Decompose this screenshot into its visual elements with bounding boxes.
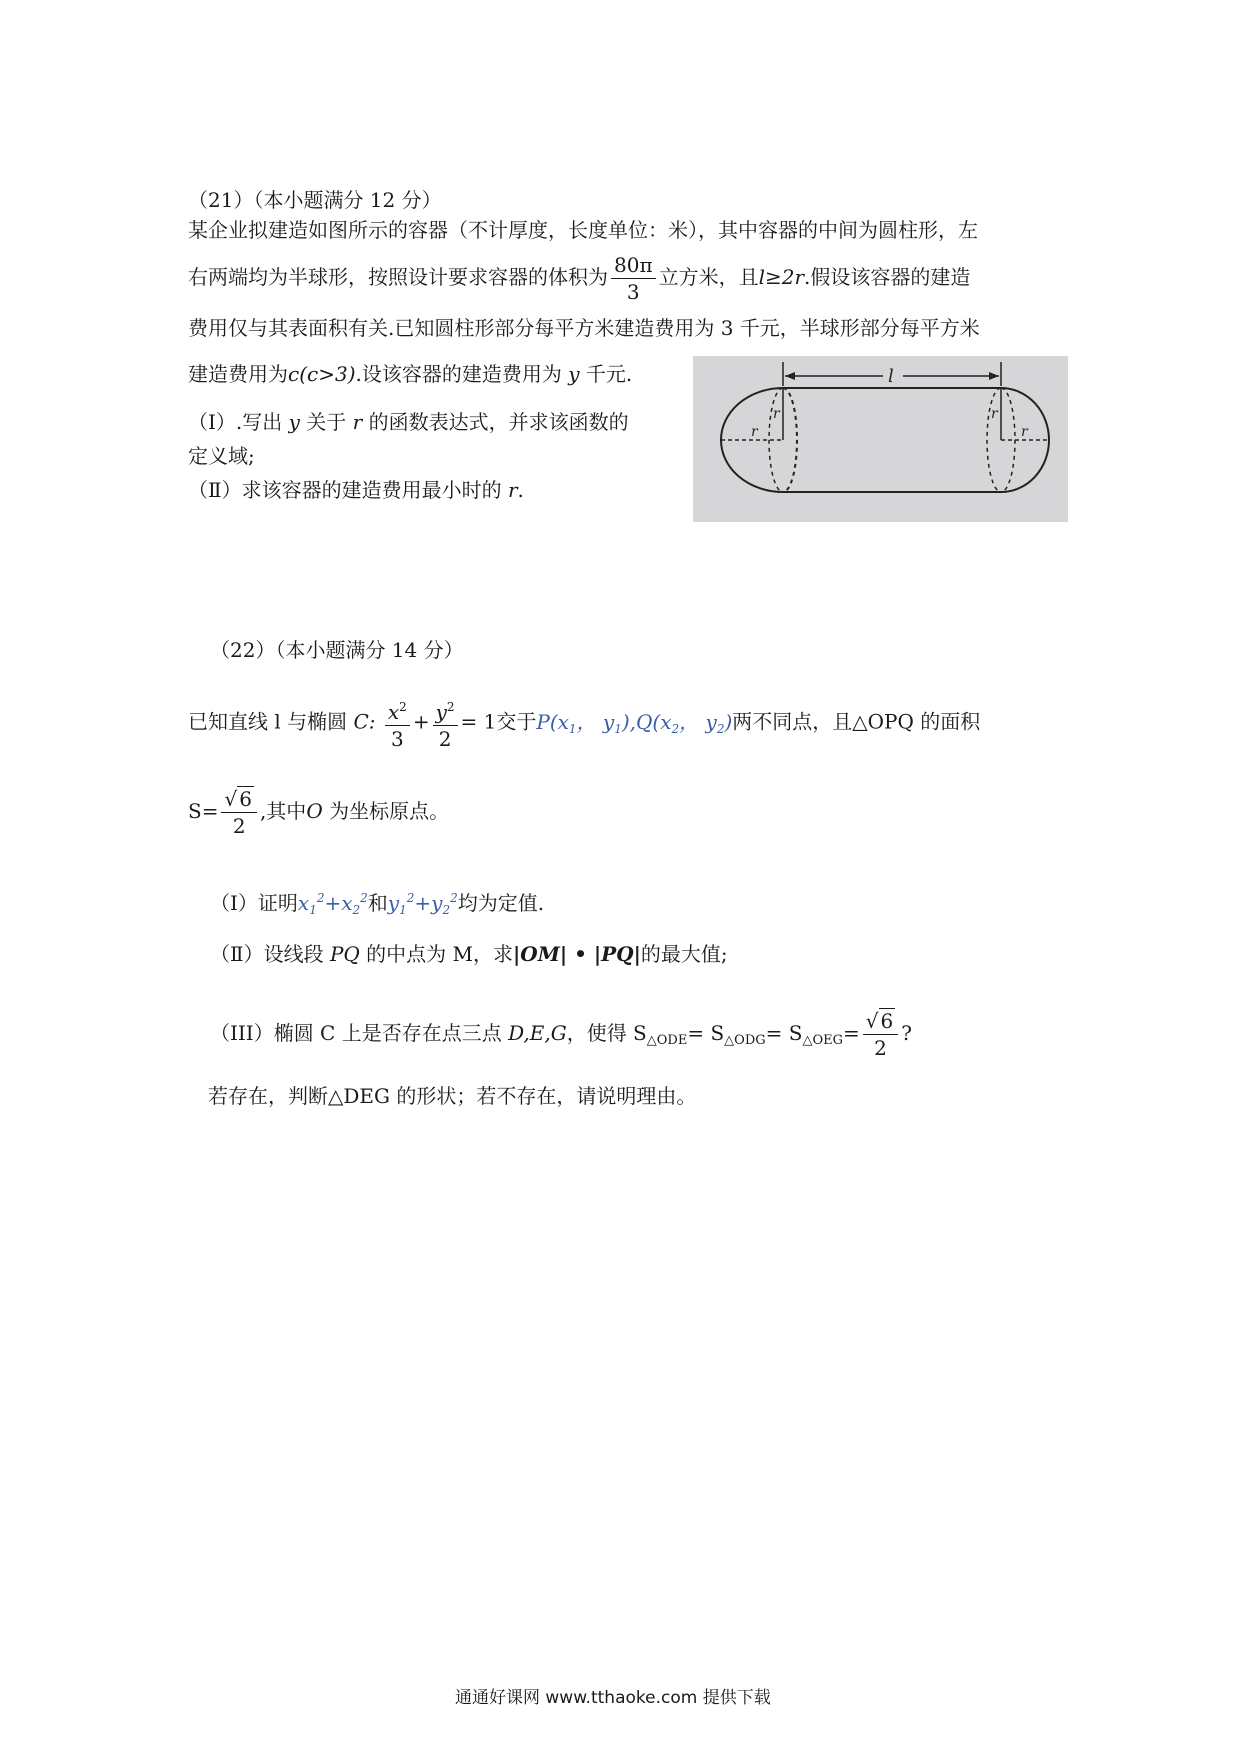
q21-y-variable: y — [568, 362, 580, 386]
q22-part3-sub2: △ODG — [724, 1033, 766, 1048]
q21-part2 — [188, 476, 524, 504]
footer-source: 通通好课网 www.tthaoke.com 提供下载 — [455, 1688, 771, 1708]
q22-area-line — [188, 786, 449, 839]
q22-area-denominator: 2 — [232, 814, 246, 838]
q21-volume-fraction — [611, 252, 656, 305]
right-ellipse-front — [987, 388, 1001, 492]
figure-label-r-right-h: r — [1021, 424, 1028, 440]
q22-part2 — [210, 940, 728, 968]
q22-part3-question: ? — [901, 1021, 912, 1045]
figure-label-l: l — [888, 366, 894, 387]
q22-part3-sub1: △ODE — [646, 1033, 688, 1048]
dim-left-arrow — [785, 372, 795, 380]
q22-part3-fraction — [863, 1008, 898, 1061]
capsule-diagram — [693, 356, 1068, 522]
q21-line4-text-b: .设该容器的建造费用为 — [355, 362, 562, 386]
q22-part2-PQ: PQ — [329, 942, 360, 966]
q21-line1: 某企业拟建造如图所示的容器（不计厚度，长度单位：米），其中容器的中间为圆柱形，左 — [188, 218, 978, 242]
q22-ellipse-y-fraction — [433, 694, 458, 752]
q22-area-S: S= — [188, 799, 219, 823]
q21-part1-y: y — [288, 410, 300, 434]
q22-ellipse-y-num: $y^2$ — [433, 694, 458, 726]
q21-part2-r: r — [507, 478, 518, 502]
q22-part3-sub3: △OEG — [802, 1033, 843, 1048]
q22-part3-eq3: = — [843, 1021, 860, 1045]
q21-volume-denominator: 3 — [626, 280, 640, 304]
q22-ellipse-x-fraction — [385, 694, 410, 752]
q22-ellipse-eq: = 1 — [460, 709, 497, 734]
q21-volume-numerator: 80π — [611, 252, 656, 279]
q22-part3 — [210, 1008, 912, 1061]
q22-part3-line2: 若存在，判断△DEG 的形状；若不存在，请说明理由。 — [208, 1084, 697, 1108]
q21-line4-text-c: 千元. — [585, 362, 633, 386]
q22-ellipse-y-den: 2 — [438, 727, 452, 751]
q22-part3-points: D,E,G — [508, 1021, 567, 1045]
q22-area-text-b: ,其中 — [259, 799, 307, 823]
left-ellipse-back — [783, 388, 797, 492]
q22-area-fraction — [221, 786, 256, 839]
q21-line4 — [188, 360, 632, 388]
q22-ellipse-x-den: 3 — [390, 727, 404, 751]
q21-length-condition: l≥2r — [758, 265, 805, 289]
q21-line2-text-b: 立方米，且 — [658, 265, 759, 289]
q22-area-text-c: 为坐标原点。 — [329, 799, 450, 823]
q22-part1-xsum: $x_1^2+x_2^2$ — [297, 891, 368, 917]
q22-header: （22）（本小题满分 14 分） — [210, 638, 464, 662]
q21-part1-r: r — [352, 410, 363, 434]
q21-line3: 费用仅与其表面积有关.已知圆柱形部分每平方米建造费用为 3 千元，半球形部分每平方米 — [188, 316, 980, 340]
q22-line1 — [188, 694, 980, 752]
q22-origin: O — [306, 799, 323, 823]
q22-area-numerator: √ 6 — [221, 786, 256, 813]
q21-header: （21）（本小题满分 12 分） — [188, 188, 442, 212]
q22-line1-text-a: 已知直线 l 与椭圆 — [188, 709, 348, 734]
q22-part3-text-b: ，使得 S — [566, 1021, 647, 1045]
q22-ellipse-name: C: — [353, 709, 376, 734]
q22-point-Q: $Q(x_2$， $y_2$) — [636, 709, 733, 736]
q21-part1-cont: 定义域; — [188, 444, 255, 468]
q22-line1-text-b: 交于 — [496, 709, 537, 734]
container-figure — [693, 356, 1068, 522]
figure-label-r-left-v: r — [773, 406, 780, 422]
q21-line2-text-c: .假设该容器的建造 — [804, 265, 971, 289]
q22-part1 — [210, 884, 544, 924]
q22-point-P: $P(x_1$， $y_1$), — [536, 709, 637, 736]
q22-part3-denominator: 2 — [874, 1036, 887, 1060]
figure-label-r-left-h: r — [751, 424, 758, 440]
q22-part3-eq2: = S — [765, 1021, 803, 1045]
q22-part3-numerator: √ 6 — [863, 1008, 898, 1035]
q21-cost-condition: c(c>3) — [288, 362, 356, 386]
q22-ellipse-plus: + — [412, 709, 430, 734]
q22-part1-text-a: （Ⅰ）证明 — [210, 891, 298, 915]
q22-part2-text-a: （Ⅱ）设线段 — [210, 942, 324, 966]
q21-line2-text-a: 右两端均为半球形，按照设计要求容器的体积为 — [188, 265, 608, 289]
q22-part3-eq1: = S — [687, 1021, 725, 1045]
q22-part1-and: 和 — [367, 891, 388, 915]
q21-part2-text-a: （Ⅱ）求该容器的建造费用最小时的 — [188, 478, 502, 502]
q22-part2-text-b: 的中点为 M，求 — [366, 942, 514, 966]
q21-part2-text-b: . — [517, 478, 524, 502]
q21-part1 — [188, 408, 629, 436]
q22-line1-text-c: 两不同点，且△OPQ 的面积 — [732, 709, 981, 734]
q22-part3-text-a: （III）椭圆 C 上是否存在点三点 — [210, 1021, 502, 1045]
q21-part1-text-c: 的函数表达式，并求该函数的 — [368, 410, 629, 434]
q21-line2 — [188, 252, 970, 305]
q22-part2-text-c: 的最大值; — [640, 942, 728, 966]
q21-part1-text-b: 关于 — [306, 410, 347, 434]
dim-right-arrow — [989, 372, 999, 380]
q21-line4-text-a: 建造费用为 — [188, 362, 288, 386]
q21-part1-text-a: （Ⅰ）.写出 — [188, 410, 283, 434]
q22-part1-text-b: 均为定值. — [457, 891, 545, 915]
figure-label-r-right-v: r — [991, 406, 998, 422]
q22-part1-ysum: $y_1^2+y_2^2$ — [387, 891, 458, 917]
q22-ellipse-x-num: $x^2$ — [385, 694, 410, 726]
q22-part2-expr: |OM| • |PQ| — [513, 942, 641, 966]
